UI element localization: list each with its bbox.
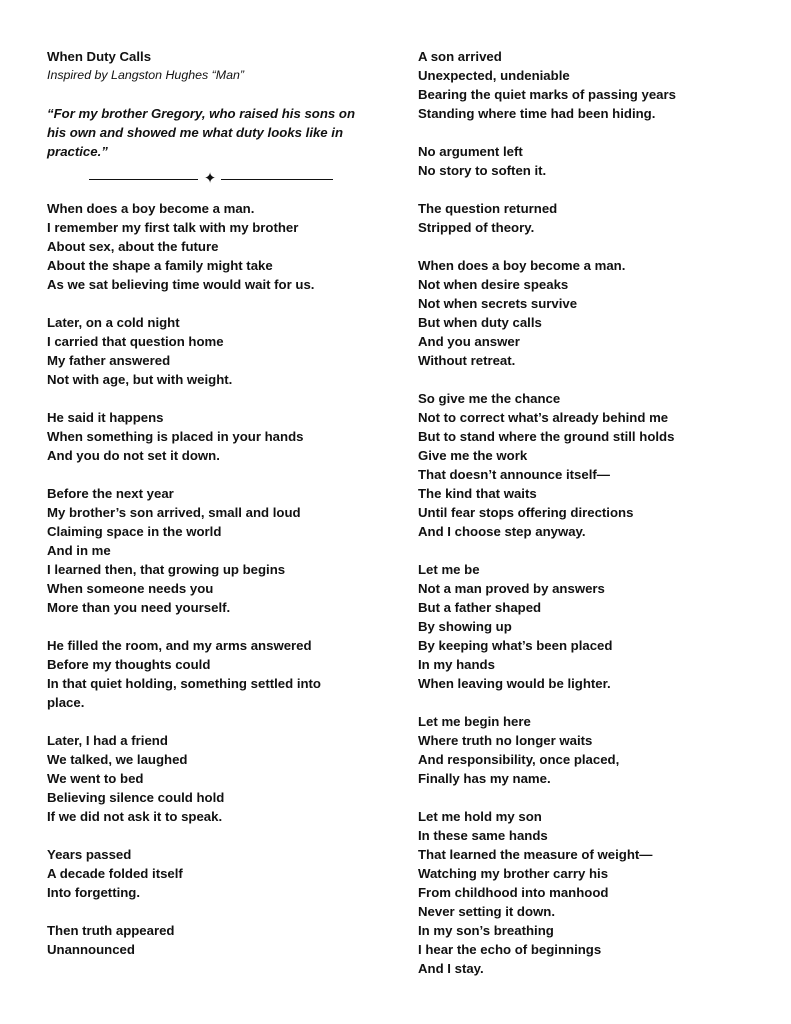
right-stanzas	[418, 47, 748, 978]
poem-line: Unexpected, undeniable	[418, 68, 570, 83]
poem-line: No story to soften it.	[418, 163, 547, 178]
poem-line: And responsibility, once placed,	[418, 752, 620, 767]
poem-line: But when duty calls	[418, 315, 542, 330]
poem-line: A decade folded itself	[47, 866, 183, 881]
poem-line: When someone needs you	[47, 581, 214, 596]
stanza	[418, 256, 748, 370]
poem-line: Not a man proved by answers	[418, 581, 605, 596]
poem-line: The question returned	[418, 201, 558, 216]
left-column	[47, 47, 377, 959]
poem-line: Never setting it down.	[418, 904, 556, 919]
poem-line: I hear the echo of beginnings	[418, 942, 602, 957]
poem-line: Without retreat.	[418, 353, 516, 368]
stanza	[47, 199, 377, 294]
poem-line: Not when secrets survive	[418, 296, 578, 311]
stanza	[418, 807, 748, 978]
poem-line: In that quiet holding, something settled into	[47, 676, 321, 691]
poem-line: In my son’s breathing	[418, 923, 554, 938]
poem-line: A son arrived	[418, 49, 502, 64]
poem-line: Watching my brother carry his	[418, 866, 609, 881]
dedication-line: his own and showed me what duty looks like in	[47, 125, 344, 140]
poem-line: Later, on a cold night	[47, 315, 180, 330]
poem-line: Bearing the quiet marks of passing years	[418, 87, 676, 102]
poem-line: Stripped of theory.	[418, 220, 535, 235]
poem-line: From childhood into manhood	[418, 885, 609, 900]
poem-line: Before the next year	[47, 486, 174, 501]
stanza	[47, 484, 377, 617]
stanza	[47, 731, 377, 826]
poem-line: And you answer	[418, 334, 520, 349]
poem-line: So give me the chance	[418, 391, 561, 406]
stanza	[47, 636, 377, 712]
stanza	[47, 313, 377, 389]
poem-line: Give me the work	[418, 448, 528, 463]
stanza	[418, 712, 748, 788]
poem-line: He said it happens	[47, 410, 164, 425]
poem-line: That doesn’t announce itself—	[418, 467, 610, 482]
poem-line: In my hands	[418, 657, 495, 672]
poem-title: When Duty Calls	[47, 49, 152, 64]
poem-line: That learned the measure of weight—	[418, 847, 653, 862]
poem-line: About the shape a family might take	[47, 258, 273, 273]
stanza	[418, 199, 748, 237]
poem-subtitle: Inspired by Langston Hughes “Man”	[47, 68, 244, 82]
poem-line: Then truth appeared	[47, 923, 175, 938]
poem-line: And you do not set it down.	[47, 448, 220, 463]
poem-line: The kind that waits	[418, 486, 537, 501]
stanza	[418, 142, 748, 180]
poem-line: About sex, about the future	[47, 239, 219, 254]
poem-line: And I stay.	[418, 961, 484, 976]
poem-line: We talked, we laughed	[47, 752, 188, 767]
poem-line: When leaving would be lighter.	[418, 676, 611, 691]
poem-line: Later, I had a friend	[47, 733, 168, 748]
poem-line: When does a boy become a man.	[418, 258, 626, 273]
divider-rule-left	[89, 179, 198, 180]
poem-line: Let me be	[418, 562, 480, 577]
left-stanzas	[47, 199, 377, 959]
poem-line: Into forgetting.	[47, 885, 141, 900]
poem-line: Not when desire speaks	[418, 277, 569, 292]
poem-line: place.	[47, 695, 85, 710]
poem-line: We went to bed	[47, 771, 144, 786]
four-point-star-icon: ✦	[203, 170, 217, 187]
ornamental-divider	[47, 161, 377, 199]
poem-line: But a father shaped	[418, 600, 542, 615]
poem-line: And in me	[47, 543, 111, 558]
poem-line: Claiming space in the world	[47, 524, 222, 539]
poem-line: Where truth no longer waits	[418, 733, 593, 748]
poem-dedication	[47, 104, 377, 161]
poem-line: If we did not ask it to speak.	[47, 809, 223, 824]
poem-line: Years passed	[47, 847, 132, 862]
poem-line: Until fear stops offering directions	[418, 505, 634, 520]
poem-line: Standing where time had been hiding.	[418, 106, 656, 121]
stanza	[47, 845, 377, 902]
poem-line: I learned then, that growing up begins	[47, 562, 286, 577]
poem-line: As we sat believing time would wait for us.	[47, 277, 315, 292]
poem-line: By keeping what’s been placed	[418, 638, 613, 653]
poem-line: No argument left	[418, 144, 523, 159]
stanza	[418, 47, 748, 123]
poem-line: My brother’s son arrived, small and loud	[47, 505, 301, 520]
divider-rule-right	[221, 179, 333, 180]
poem-line: But to stand where the ground still holds	[418, 429, 675, 444]
poem-line: Not with age, but with weight.	[47, 372, 233, 387]
poem-line: Let me begin here	[418, 714, 531, 729]
poem-line: More than you need yourself.	[47, 600, 231, 615]
poem-line: By showing up	[418, 619, 512, 634]
poem-line: In these same hands	[418, 828, 548, 843]
poem-line: Not to correct what’s already behind me	[418, 410, 669, 425]
right-column	[418, 47, 748, 978]
poem-line: And I choose step anyway.	[418, 524, 586, 539]
poem-line: He filled the room, and my arms answered	[47, 638, 312, 653]
poem-line: When something is placed in your hands	[47, 429, 304, 444]
poem-line: Finally has my name.	[418, 771, 551, 786]
dedication-line: practice.”	[47, 144, 108, 159]
poem-line: My father answered	[47, 353, 171, 368]
poem-line: Let me hold my son	[418, 809, 542, 824]
poem-line: I carried that question home	[47, 334, 224, 349]
poem-line: Unannounced	[47, 942, 135, 957]
stanza	[418, 389, 748, 541]
poem-line: Believing silence could hold	[47, 790, 225, 805]
poem-line: Before my thoughts could	[47, 657, 211, 672]
dedication-line: “For my brother Gregory, who raised his sons on	[47, 106, 356, 121]
poem-line: I remember my first talk with my brother	[47, 220, 299, 235]
stanza	[47, 921, 377, 959]
poem-line: When does a boy become a man.	[47, 201, 255, 216]
stanza	[418, 560, 748, 693]
stanza	[47, 408, 377, 465]
